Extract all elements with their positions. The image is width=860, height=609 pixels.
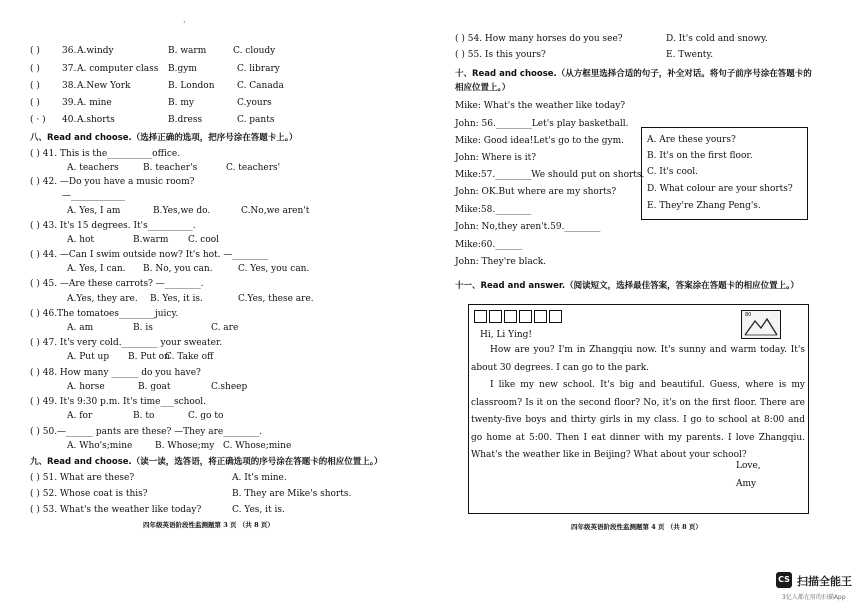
answer-bracket: ( ) [30,46,40,56]
option-b: B.gym [168,64,197,74]
postcode-box [504,310,517,323]
option-a: A. Yes, I can. [67,264,126,274]
mountain-icon [742,311,780,338]
option-a: A.New York [77,81,131,91]
match-answer: A. It's mine. [232,473,287,483]
dialogue-line: Mike: What's the weather like today? [455,101,626,111]
option-c: C. teachers' [226,163,281,173]
option-a: A. am [67,323,94,333]
postcode-box [474,310,487,323]
option-c: C. cool [188,235,220,245]
section-heading-11: 十一、Read and answer.（阅读短文，选择最佳答案，答案涂在答题卡的相应位置上。） [455,281,799,291]
question-response-line: —____________ [62,191,125,201]
question-stem: ( ) 46.The tomatoes________juicy. [30,309,179,319]
question-stem: ( ) 44. —Can I swim outside now? It's hot. —________ [30,250,269,260]
page-footer-left: 四年级英语阶段性监测题第 3 页 （共 8 页） [143,521,274,529]
option-b: B. teacher's [143,163,198,173]
question-stem: ( ) 42. —Do you have a music room? [30,177,195,187]
dialogue-line: Mike:58.________ [455,205,532,215]
postcode-boxes [474,310,562,323]
option-b: B. my [168,98,194,108]
dialogue-line: John: OK.But where are my shorts? [455,187,617,197]
dialogue-line: John: 56.________Let's play basketball. [455,119,629,129]
option-c: C. Canada [237,81,284,91]
option-c: C.No,we aren't [241,206,310,216]
match-answer: E. Twenty. [666,50,714,60]
box-option-c: C. It's cool. [647,167,699,177]
section-heading-10: 十、Read and choose.（从方框里选择合适的句子，补全对话。将句子前序号涂在答题卡的 [455,69,812,79]
postcode-box [489,310,502,323]
question-stem: ( ) 47. It's very cold.________ your sweater. [30,338,223,348]
dialogue-line: Mike:57.________We should put on shorts. [455,170,645,180]
dialogue-line: John: Where is it? [455,153,537,163]
question-stem: ( ) 49. It's 9:30 p.m. It's time___school. [30,397,207,407]
answer-bracket: ( ) [30,64,40,74]
option-b: B. London [168,81,215,91]
letter-signature: Amy [736,479,757,489]
option-b: B. is [133,323,153,333]
option-c: C.Yes, these are. [238,294,314,304]
option-a: A. computer class [77,64,159,74]
option-b: B. Whose;my [155,441,215,451]
option-c: C. Yes, you can. [238,264,310,274]
question-stem: ( ) 50.—______ pants are these? —They are________. [30,427,263,437]
question-stem: ( ) 45. —Are these carrots? —________. [30,279,204,289]
option-c: C. are [211,323,239,333]
match-question: ( ) 53. What's the weather like today? [30,505,202,515]
option-c: C.sheep [211,382,248,392]
box-option-d: D. What colour are your shorts? [647,184,793,194]
option-b: B. goat [138,382,171,392]
dialogue-line: John: No,they aren't.59.________ [455,222,601,232]
option-b: B. No, you can. [143,264,213,274]
match-question: ( ) 54. How many horses do you see? [455,34,623,44]
option-a: A. Yes, I am [67,206,121,216]
section-heading-8: 八、Read and choose.（选择正确的选项，把序号涂在答题卡上。） [30,133,298,143]
letter-paragraph-1: How are you? I'm in Zhangqiu now. It's sunny and warm today. It's about 30 degrees. I can go to the park. [471,345,805,373]
question-number: 37. [62,64,77,74]
question-number: 36. [62,46,77,56]
option-b: B.Yes,we do. [153,206,211,216]
match-answer: D. It's cold and snowy. [666,34,768,44]
option-c: C. pants [237,115,275,125]
question-number: 38. [62,81,77,91]
option-b: B. Yes, it is. [150,294,203,304]
match-question: ( ) 52. Whose coat is this? [30,489,148,499]
option-a: A. teachers [67,163,119,173]
option-a: A. Who's;mine [67,441,133,451]
option-a: A. horse [67,382,105,392]
option-a: A. Put up [67,352,110,362]
postcode-box [534,310,547,323]
option-c: C. Whose;mine [223,441,292,451]
scan-mark: · [183,18,186,27]
box-option-a: A. Are these yours? [647,135,736,145]
option-a: A.Yes, they are. [67,294,138,304]
question-stem: ( ) 41. This is the__________office. [30,149,181,159]
option-c: C.yours [237,98,272,108]
option-a: A. for [67,411,93,421]
match-question: ( ) 51. What are these? [30,473,135,483]
watermark-app-name: 扫描全能王 [797,575,852,588]
option-c: C. cloudy [233,46,276,56]
postage-stamp [741,310,781,339]
option-a: A.windy [77,46,114,56]
question-stem: ( ) 43. It's 15 degrees. It's__________. [30,221,196,231]
section-heading-10-cont: 相应位置上。） [455,83,511,93]
camscanner-logo-icon: CS [776,572,792,588]
question-number: 39. [62,98,77,108]
dialogue-line: Mike:60.______ [455,240,523,250]
section-heading-9: 九、Read and choose.（读一读，选答语，将正确选项的序号涂在答题卡的相应位置上。） [30,457,383,467]
option-b: B. to [133,411,155,421]
box-option-e: E. They're Zhang Peng's. [647,201,761,211]
postcode-box [549,310,562,323]
option-b: B.warm [133,235,169,245]
match-answer: C. Yes, it is. [232,505,285,515]
page-footer-right: 四年级英语阶段性监测题第 4 页 （共 8 页） [571,523,702,531]
answer-bracket: ( ) [30,98,40,108]
option-a: A. hot [67,235,95,245]
answer-bracket: ( ) [30,81,40,91]
letter-closing: Love, [736,461,761,471]
match-question: ( ) 55. Is this yours? [455,50,546,60]
question-number: 40. [62,115,77,125]
dialogue-line: John: They're black. [455,257,547,267]
box-option-b: B. It's on the first floor. [647,151,753,161]
letter-greeting: Hi, Li Ying! [480,330,533,340]
stamp-value: 80 [745,312,752,318]
option-c: C. library [237,64,280,74]
option-b: B. Put on [128,352,170,362]
option-c: C. Take off [165,352,214,362]
letter-paragraph-2: I like my new school. It's big and beautiful. Guess, where is my classroom? Is it on the second floor? No, it's on the first floor. There are twenty-five boys and thirty girls in my class. I go to school at 8:00 and go home at 5:00. Then I eat dinner with my parents. I love Zhangqiu. What's the weather like in Beijing? What about your school? [471,380,805,460]
option-b: B.dress [168,115,203,125]
answer-bracket: ( · ) [30,115,46,125]
option-c: C. go to [188,411,224,421]
option-a: A.shorts [77,115,115,125]
watermark-tagline: 3亿人都在用的扫描App [782,594,846,601]
postcode-box [519,310,532,323]
match-answer: B. They are Mike's shorts. [232,489,352,499]
option-a: A. mine [77,98,112,108]
dialogue-line: Mike: Good idea!Let's go to the gym. [455,136,625,146]
question-stem: ( ) 48. How many ______ do you have? [30,368,201,378]
option-b: B. warm [168,46,207,56]
